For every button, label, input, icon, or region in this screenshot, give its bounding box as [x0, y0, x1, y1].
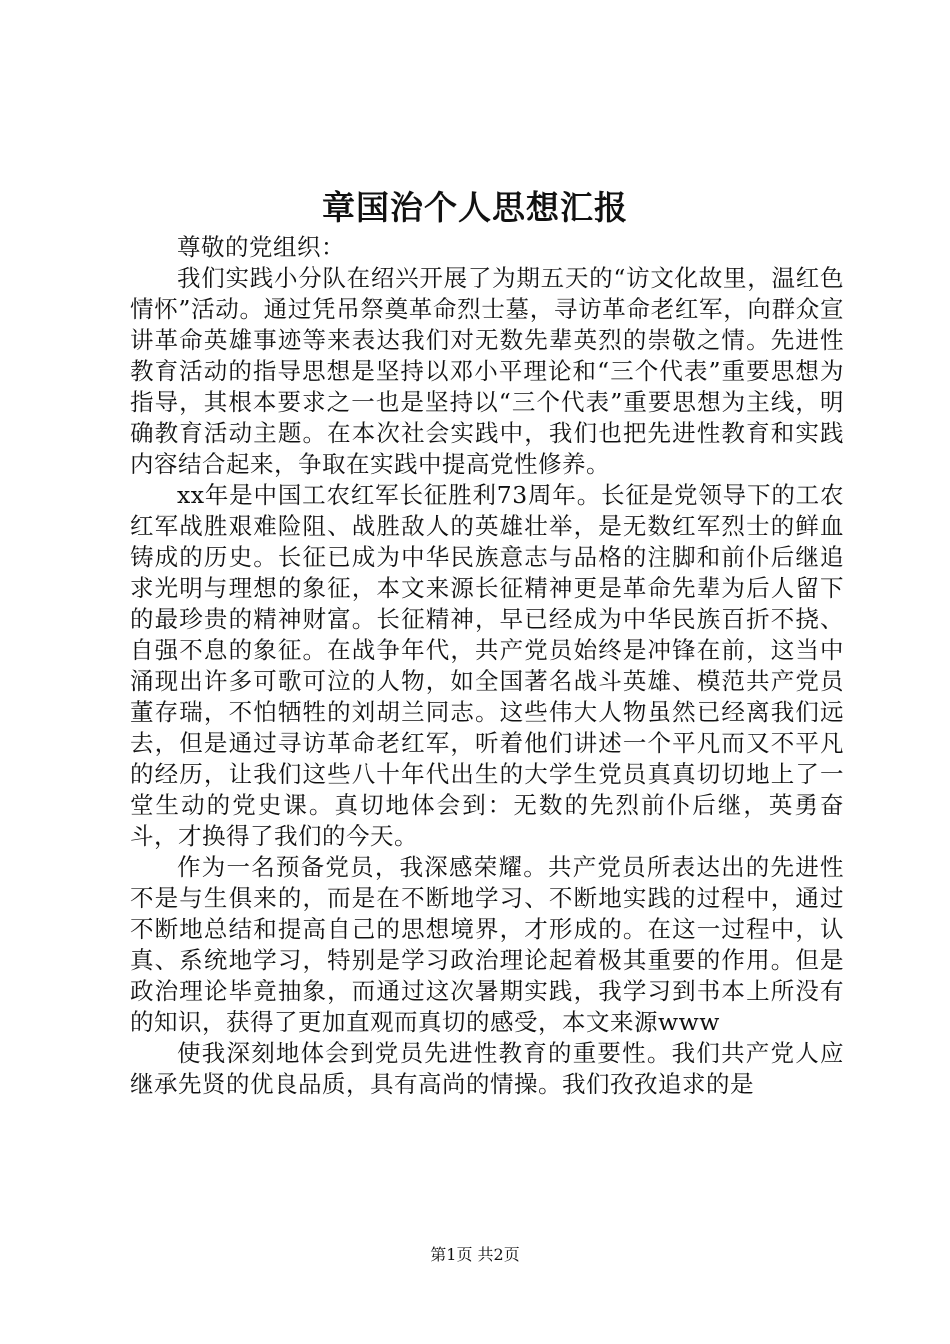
paragraph-4: 使我深刻地体会到党员先进性教育的重要性。我们共产党人应继承先贤的优良品质，具有高尚的情操。我们孜孜追求的是 — [130, 1039, 844, 1098]
document-title: 章国治个人思想汇报 — [322, 188, 628, 227]
page-footer: 第1页 共2页 — [430, 1245, 520, 1264]
paragraph-3: 作为一名预备党员，我深感荣耀。共产党员所表达出的先进性不是与生俱来的，而是在不断地学习、不断地实践的过程中，通过不断地总结和提高自己的思想境界，才形成的。在这一过程中，认真、系统地学习，特别是学习政治理论起着极其重要的作用。但是政治理论毕竟抽象，而通过这次暑期实践，我学习到书本上所没有的知识，获得了更加直观而真切的感受，本文来源www — [130, 853, 844, 1036]
salutation: 尊敬的党组织： — [177, 233, 345, 261]
paragraph-1: 我们实践小分队在绍兴开展了为期五天的“访文化故里，温红色情怀”活动。通过凭吊祭奠革命烈士墓，寻访革命老红军，向群众宣讲革命英雄事迹等来表达我们对无数先辈英烈的崇敬之情。先进性教育活动的指导思想是坚持以邓小平理论和“三个代表”重要思想为指导，其根本要求之一也是坚持以“三个代表”重要思想为主线，明确教育活动主题。在本次社会实践中，我们也把先进性教育和实践内容结合起来，争取在实践中提高党性修养。 — [130, 264, 844, 478]
document-body — [130, 232, 844, 1100]
paragraph-2: xx年是中国工农红军长征胜利73周年。长征是党领导下的工农红军战胜艰难险阻、战胜敌人的英雄壮举，是无数红军烈士的鲜血铸成的历史。长征已成为中华民族意志与品格的注脚和前仆后继追求光明与理想的象征，本文来源长征精神更是革命先辈为后人留下的最珍贵的精神财富。长征精神，早已经成为中华民族百折不挠、自强不息的象征。在战争年代，共产党员始终是冲锋在前，这当中涌现出许多可歌可泣的人物，如全国著名战斗英雄、模范共产党员董存瑞，不怕牺牲的刘胡兰同志。这些伟大人物虽然已经离我们远去，但是通过寻访革命老红军，听着他们讲述一个平凡而又不平凡的经历，让我们这些八十年代出生的大学生党员真真切切地上了一堂生动的党史课。真切地体会到：无数的先烈前仆后继，英勇奋斗，才换得了我们的今天。 — [130, 481, 844, 850]
